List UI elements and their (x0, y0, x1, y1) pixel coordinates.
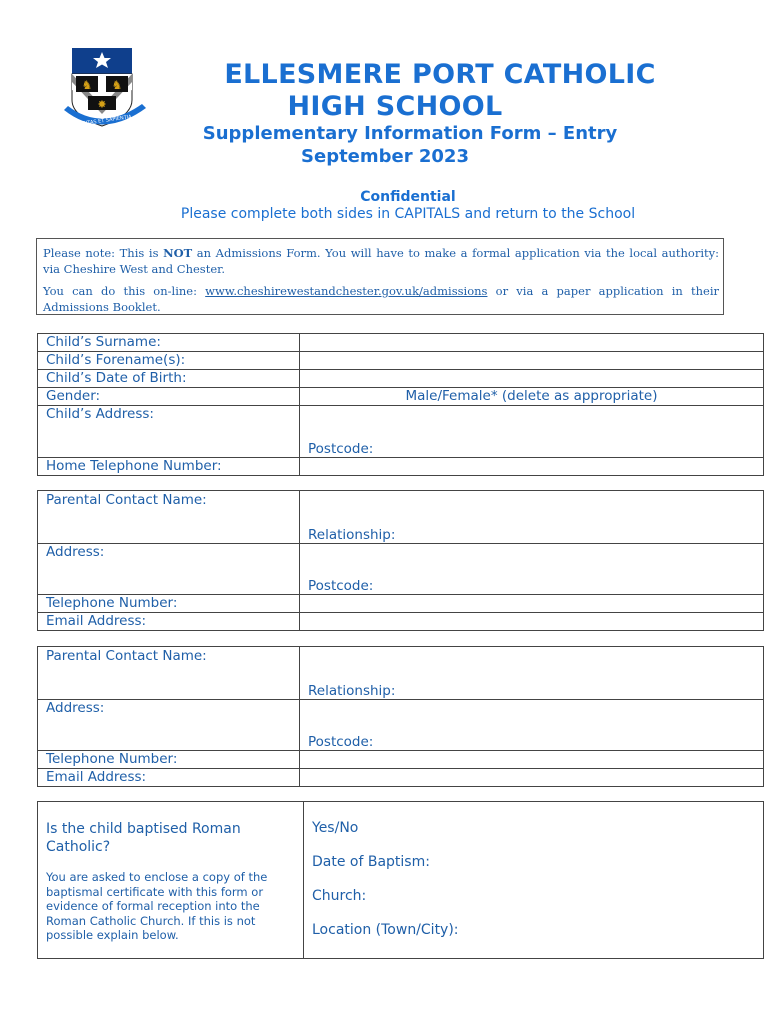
note-text: or via a paper application in their Admissions Booklet. (43, 284, 719, 314)
school-crest-logo (62, 46, 148, 140)
instruction-text: Please complete both sides in CAPITALS and return to the School (180, 206, 636, 222)
svg-text:♞: ♞ (111, 78, 123, 92)
parent-contact-2-table (37, 646, 764, 787)
parent-contact-1-table (37, 490, 764, 631)
note-text: You can do this on-line: (43, 284, 206, 298)
baptism-question: Is the child baptised Roman Catholic? (46, 821, 241, 855)
baptism-section (37, 801, 764, 959)
baptised-yes-no[interactable]: Yes/No (312, 820, 359, 836)
home-phone-label: Home Telephone Number: (38, 458, 300, 476)
child-dob-label: Child’s Date of Birth: (38, 370, 300, 388)
child-address-field[interactable] (300, 406, 764, 458)
parent-address-field[interactable] (300, 544, 764, 595)
parent-name-label: Parental Contact Name: (38, 491, 300, 544)
svg-text:♞: ♞ (81, 78, 93, 92)
school-name-line-2: HIGH SCHOOL (287, 91, 503, 122)
relationship-label: Relationship: (308, 683, 396, 699)
location-label: Location (Town/City): (312, 922, 459, 938)
church-label: Church: (312, 888, 367, 904)
note-text: an Admissions Form. You will have to make a formal application via the local authority: via Cheshire West and Chester. (43, 246, 719, 276)
parent-name-field[interactable] (300, 647, 764, 700)
admissions-note (36, 238, 724, 315)
svg-text:✸: ✸ (97, 98, 107, 111)
parent-name-label: Parental Contact Name: (38, 647, 300, 700)
child-forenames-label: Child’s Forename(s): (38, 352, 300, 370)
child-details-table (37, 333, 764, 476)
parent-address-label: Address: (38, 700, 300, 751)
note-emphasis: NOT (163, 246, 193, 260)
postcode-label: Postcode: (308, 734, 374, 750)
child-surname-label: Child’s Surname: (38, 334, 300, 352)
confidential-label: Confidential (360, 189, 456, 205)
gender-field[interactable]: Male/Female* (delete as appropriate) (300, 388, 764, 406)
parent-email-label: Email Address: (38, 769, 300, 787)
parent-phone-field[interactable] (300, 595, 764, 613)
gender-label: Gender: (38, 388, 300, 406)
baptism-answer-cell[interactable] (312, 820, 459, 956)
form-title-line-2: September 2023 (301, 146, 469, 167)
parent-address-label: Address: (38, 544, 300, 595)
child-address-label: Child’s Address: (38, 406, 300, 458)
baptism-explanation: You are asked to enclose a copy of the baptismal certificate with this form or evidence of formal reception into the Roman Catholic Church. If this is not possible explain below. (46, 870, 268, 942)
parent-address-field[interactable] (300, 700, 764, 751)
school-name-line-1: ELLESMERE PORT CATHOLIC (224, 59, 656, 90)
postcode-label: Postcode: (308, 578, 374, 594)
relationship-label: Relationship: (308, 527, 396, 543)
postcode-label: Postcode: (308, 441, 374, 457)
child-forenames-field[interactable] (300, 352, 764, 370)
form-title-line-1: Supplementary Information Form – Entry (202, 123, 618, 144)
parent-phone-field[interactable] (300, 751, 764, 769)
parent-name-field[interactable] (300, 491, 764, 544)
parent-email-label: Email Address: (38, 613, 300, 631)
note-text: Please note: This is (43, 246, 164, 260)
home-phone-field[interactable] (300, 458, 764, 476)
parent-phone-label: Telephone Number: (38, 751, 300, 769)
child-surname-field[interactable] (300, 334, 764, 352)
child-dob-field[interactable] (300, 370, 764, 388)
parent-phone-label: Telephone Number: (38, 595, 300, 613)
parent-email-field[interactable] (300, 769, 764, 787)
crest-motto: VERITAS ET SAPIENTIA (75, 114, 133, 128)
admissions-link[interactable]: www.cheshirewestandchester.gov.uk/admissions (205, 284, 488, 298)
baptism-question-cell (38, 802, 304, 958)
parent-email-field[interactable] (300, 613, 764, 631)
baptism-date-label: Date of Baptism: (312, 854, 430, 870)
